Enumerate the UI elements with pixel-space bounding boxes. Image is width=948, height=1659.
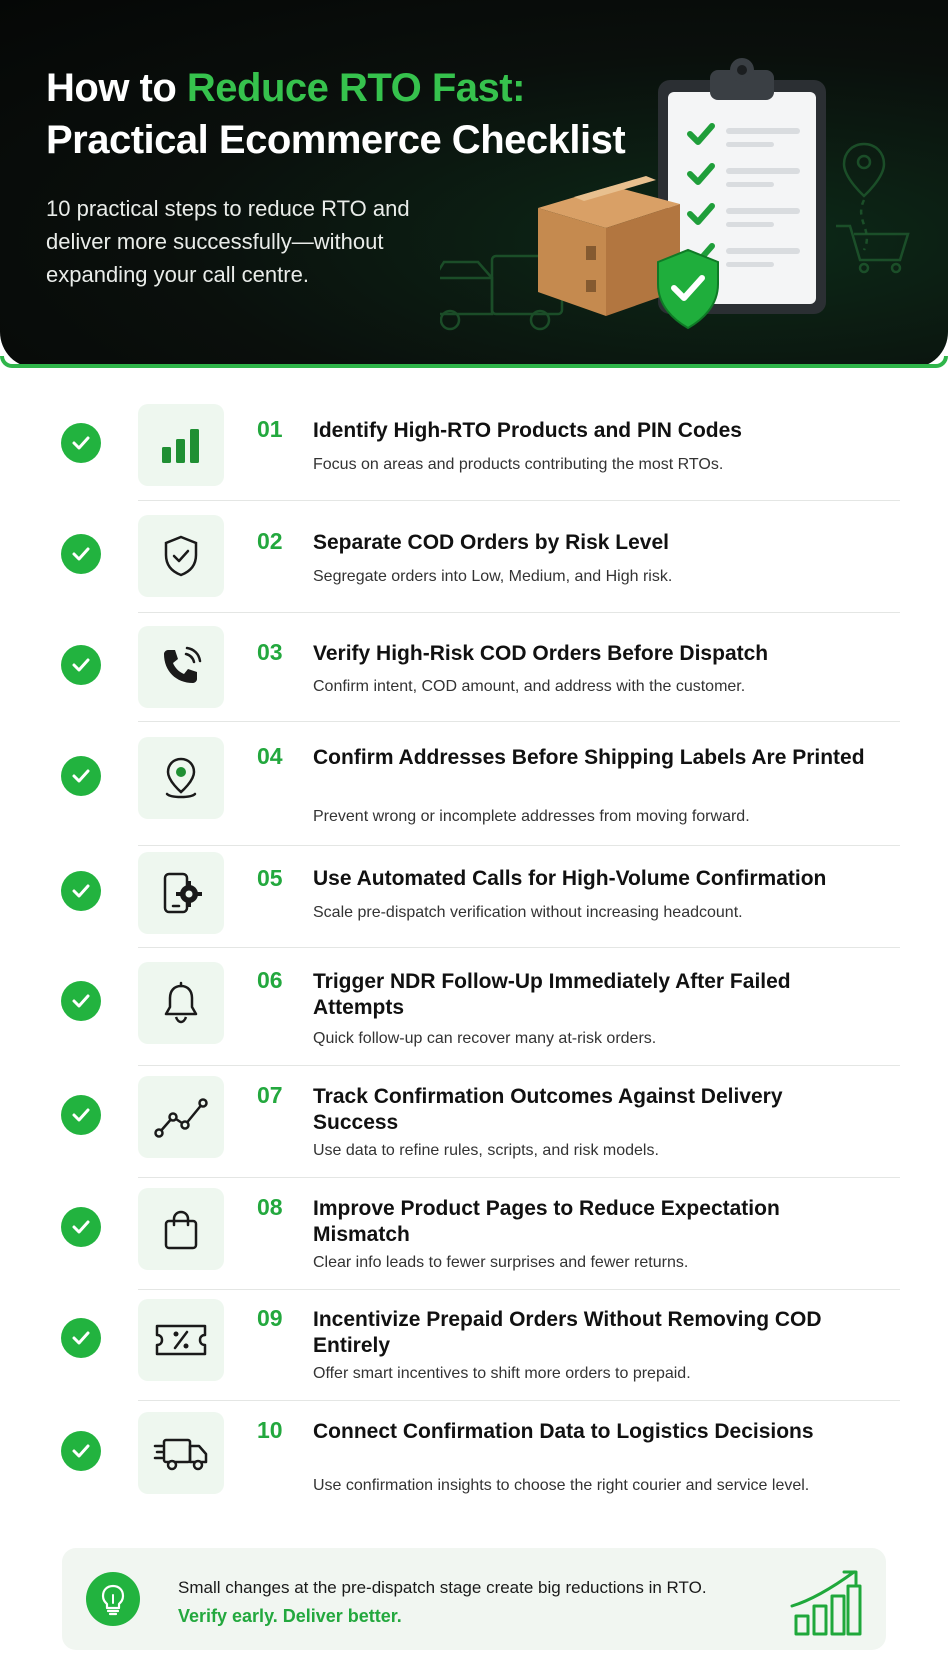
trend-line-icon — [153, 1095, 209, 1139]
step-title: Connect Confirmation Data to Logistics Decisions — [313, 1420, 814, 1443]
step-title: Track Confirmation Outcomes Against Delivery Success — [313, 1085, 783, 1134]
step-title: Verify High-Risk COD Orders Before Dispatch — [313, 642, 769, 665]
title-line2: Practical Ecommerce Checklist — [46, 118, 626, 162]
step-icon-box — [138, 737, 224, 819]
step-description: Confirm intent, COD amount, and address with the customer. — [313, 678, 746, 695]
footer-tagline: Verify early. Deliver better. — [178, 1606, 402, 1626]
step-icon-box — [138, 852, 224, 934]
check-circle-icon — [61, 1207, 101, 1247]
check-circle-icon — [61, 1318, 101, 1358]
step-description: Offer smart incentives to shift more orders to prepaid. — [313, 1365, 691, 1382]
divider — [138, 721, 900, 722]
check-circle-icon — [61, 871, 101, 911]
bell-icon — [161, 981, 201, 1025]
step-number: 01 — [257, 416, 283, 442]
step-number: 06 — [257, 967, 283, 993]
step-number: 10 — [257, 1417, 283, 1443]
step-description: Segregate orders into Low, Medium, and High risk. — [313, 568, 673, 585]
step-number: 08 — [257, 1194, 283, 1220]
growth-chart-icon — [788, 1566, 864, 1638]
check-circle-icon — [61, 534, 101, 574]
step-description: Prevent wrong or incomplete addresses from moving forward. — [313, 808, 750, 825]
faint-cart-icon — [836, 226, 908, 272]
step-title: Separate COD Orders by Risk Level — [313, 531, 669, 554]
discount-ticket-icon — [153, 1320, 209, 1360]
check-circle-icon — [61, 1431, 101, 1471]
hero-border-accent — [0, 356, 948, 368]
step-number: 03 — [257, 639, 283, 665]
footer-message: Small changes at the pre-dispatch stage create big reductions in RTO. — [178, 1578, 707, 1597]
step-description: Focus on areas and products contributing the most RTOs. — [313, 456, 724, 473]
check-circle-icon — [61, 756, 101, 796]
shield-check-badge-icon — [658, 250, 718, 328]
step-title: Identify High-RTO Products and PIN Codes — [313, 419, 742, 442]
location-pin-icon — [161, 756, 201, 800]
check-circle-icon — [61, 423, 101, 463]
footer-callout — [62, 1548, 886, 1650]
step-title: Trigger NDR Follow-Up Immediately After Failed Attempts — [313, 970, 791, 1019]
check-circle-icon — [61, 981, 101, 1021]
clipboard-package-illustration — [440, 40, 948, 360]
mobile-gear-icon — [159, 871, 203, 915]
step-number: 02 — [257, 528, 283, 554]
step-icon-box — [138, 1412, 224, 1494]
divider — [138, 1065, 900, 1066]
step-description: Quick follow-up can recover many at-risk orders. — [313, 1030, 657, 1047]
step-title: Incentivize Prepaid Orders Without Removing COD Entirely — [313, 1308, 822, 1357]
step-number: 07 — [257, 1082, 283, 1108]
check-circle-icon — [61, 1095, 101, 1135]
shield-check-icon — [161, 534, 201, 578]
step-description: Scale pre-dispatch verification without increasing headcount. — [313, 904, 743, 921]
hero-banner — [0, 0, 948, 368]
divider — [138, 845, 900, 846]
divider — [138, 1400, 900, 1401]
step-icon-box — [138, 626, 224, 708]
check-circle-icon — [61, 645, 101, 685]
step-description: Clear info leads to fewer surprises and fewer returns. — [313, 1254, 689, 1271]
step-icon-box — [138, 962, 224, 1044]
phone-call-icon — [159, 645, 203, 689]
step-description: Use confirmation insights to choose the right courier and service level. — [313, 1477, 810, 1494]
step-icon-box — [138, 404, 224, 486]
step-title: Improve Product Pages to Reduce Expectation Mismatch — [313, 1197, 780, 1246]
step-description: Use data to refine rules, scripts, and risk models. — [313, 1142, 659, 1159]
step-number: 05 — [257, 865, 283, 891]
title-accent: Reduce RTO Fast: — [186, 66, 525, 110]
divider — [138, 1289, 900, 1290]
title-prefix: How to — [46, 66, 187, 110]
step-icon-box — [138, 1076, 224, 1158]
step-title: Confirm Addresses Before Shipping Labels Are Printed — [313, 746, 865, 769]
delivery-truck-icon — [152, 1432, 210, 1474]
step-icon-box — [138, 1299, 224, 1381]
step-number: 09 — [257, 1305, 283, 1331]
divider — [138, 1177, 900, 1178]
bar-chart-icon — [159, 425, 203, 465]
step-title: Use Automated Calls for High-Volume Confirmation — [313, 867, 827, 890]
lightbulb-icon — [86, 1572, 140, 1626]
step-icon-box — [138, 1188, 224, 1270]
step-number: 04 — [257, 743, 283, 769]
divider — [138, 947, 900, 948]
shopping-bag-icon — [161, 1207, 201, 1251]
divider — [138, 500, 900, 501]
step-icon-box — [138, 515, 224, 597]
divider — [138, 612, 900, 613]
page-subtitle: 10 practical steps to reduce RTO and deliver more successfully—without expanding your call centre. — [46, 196, 410, 287]
